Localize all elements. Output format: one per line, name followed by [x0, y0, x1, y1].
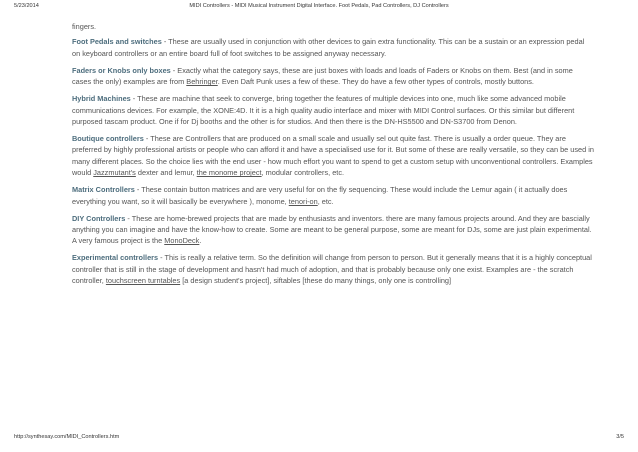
header-title: MIDI Controllers - MIDI Musical Instrument Digital Interface. Foot Pedals, Pad Controllers, DJ Controllers — [189, 3, 449, 9]
touchscreen-turntables-link[interactable]: touchscreen turntables — [105, 276, 181, 286]
paragraph-text: - These are Controllers that are produced on a small scale and usually sel out quite fast. There is usually a order queue. They are preferred by highly professional artists or people who can afford it and have a specialised use for it. But some of these are really versatile, so they can be used in many different places. So the choice lies with the end user - how much effort you want to spend to get a custom setup with unconventional controllers. Examples would — [72, 134, 594, 178]
paragraph-text: dexter and lemur, — [135, 168, 197, 178]
jazzmutant-link[interactable]: Jazzmutant's — [93, 168, 136, 178]
paragraph-text: - These contain button matrices and are very useful for on the fly sequencing. These would include the Lemur again ( it actually does everything you want, so it will basically be everywhere ), monome, — [72, 185, 568, 206]
header-date: 5/23/2014 — [14, 3, 39, 9]
paragraph-text: , etc. — [317, 196, 334, 206]
paragraph-text: - These are usually used in conjunction with other devices to gain extra functionality. This can be a sustain or an expression pedal on keyboard controllers or an entire board full of foot switches to be assigned anyway necessary. — [72, 37, 585, 58]
tenori-on-link[interactable]: tenori-on — [288, 196, 318, 206]
paragraph-text: - This is really a relative term. So the definition will change from person to person. But it generally means that it is a highly conceptual controller that is still in the stage of development and hasn't had much of adoption, and that is probably because only one exist. Examples are - the scratch controller, — [72, 253, 592, 286]
paragraph-text: - These are machine that seek to converge, bring together the features of multiple devices into one, much like some advanced mobile communications devices. For example, the XONE:4D. It it is a high quality audio interface and mixer with MIDI Control surfaces. Or this similar but different purposed tascam product. One if for Dj booths and the other is for studios. And then there is the DN-HS5500 and DN-S3700 from Denon. — [72, 94, 575, 127]
paragraph-text: , modular controllers, etc. — [261, 168, 345, 178]
paragraph-text: - These are home-brewed projects that are made by enthusiasts and inventors. there are many famous projects around. And they are bascially anything you can imagine and have the know-how to create. Some are meant to be general purpose, some are meant for DJs, some are just plain experimental. A very famous project is the — [72, 213, 592, 246]
paragraph-text: - Exactly what the category says, these are just boxes with loads and loads of Faders or Knobs on them. Best (and in some cases the only) examples are from — [72, 65, 573, 87]
monodeck-link[interactable]: MonoDeck — [164, 236, 200, 246]
term-heading: Boutique controllers — [72, 134, 144, 144]
paragraph-text: fingers. — [72, 22, 97, 31]
footer-page-number: 3/5 — [616, 434, 624, 440]
term-heading: Faders or Knobs only boxes — [72, 65, 171, 75]
monome-project-link[interactable]: the monome project — [196, 168, 262, 178]
paragraph-text: [a design student's project], siftables [these do many things, only one is controlling] — [180, 276, 452, 286]
paragraph-text: . Even Daft Punk uses a few of these. They do have a few other types of controls, mostly buttons. — [217, 77, 534, 87]
behringer-link[interactable]: Behringer — [186, 77, 218, 87]
paragraph-hybrid — [72, 93, 594, 127]
footer-url: http://synthesay.com/MIDI_Controllers.htm — [14, 434, 120, 440]
paragraph-diy — [72, 213, 594, 247]
term-heading: Experimental controllers — [72, 253, 159, 263]
paragraph-boutique — [72, 133, 594, 179]
paragraph-text: . — [199, 236, 202, 246]
paragraph-faders — [72, 65, 594, 88]
term-heading: DIY Controllers — [72, 213, 126, 223]
paragraph-foot-pedals — [72, 36, 594, 59]
paragraph-experimental — [72, 252, 594, 286]
paragraph-matrix — [72, 184, 594, 207]
paragraph-fingers — [72, 21, 594, 32]
term-heading: Hybrid Machines — [72, 94, 131, 104]
term-heading: Foot Pedals and switches — [72, 37, 162, 47]
term-heading: Matrix Controllers — [72, 185, 135, 195]
document-body — [72, 21, 594, 292]
